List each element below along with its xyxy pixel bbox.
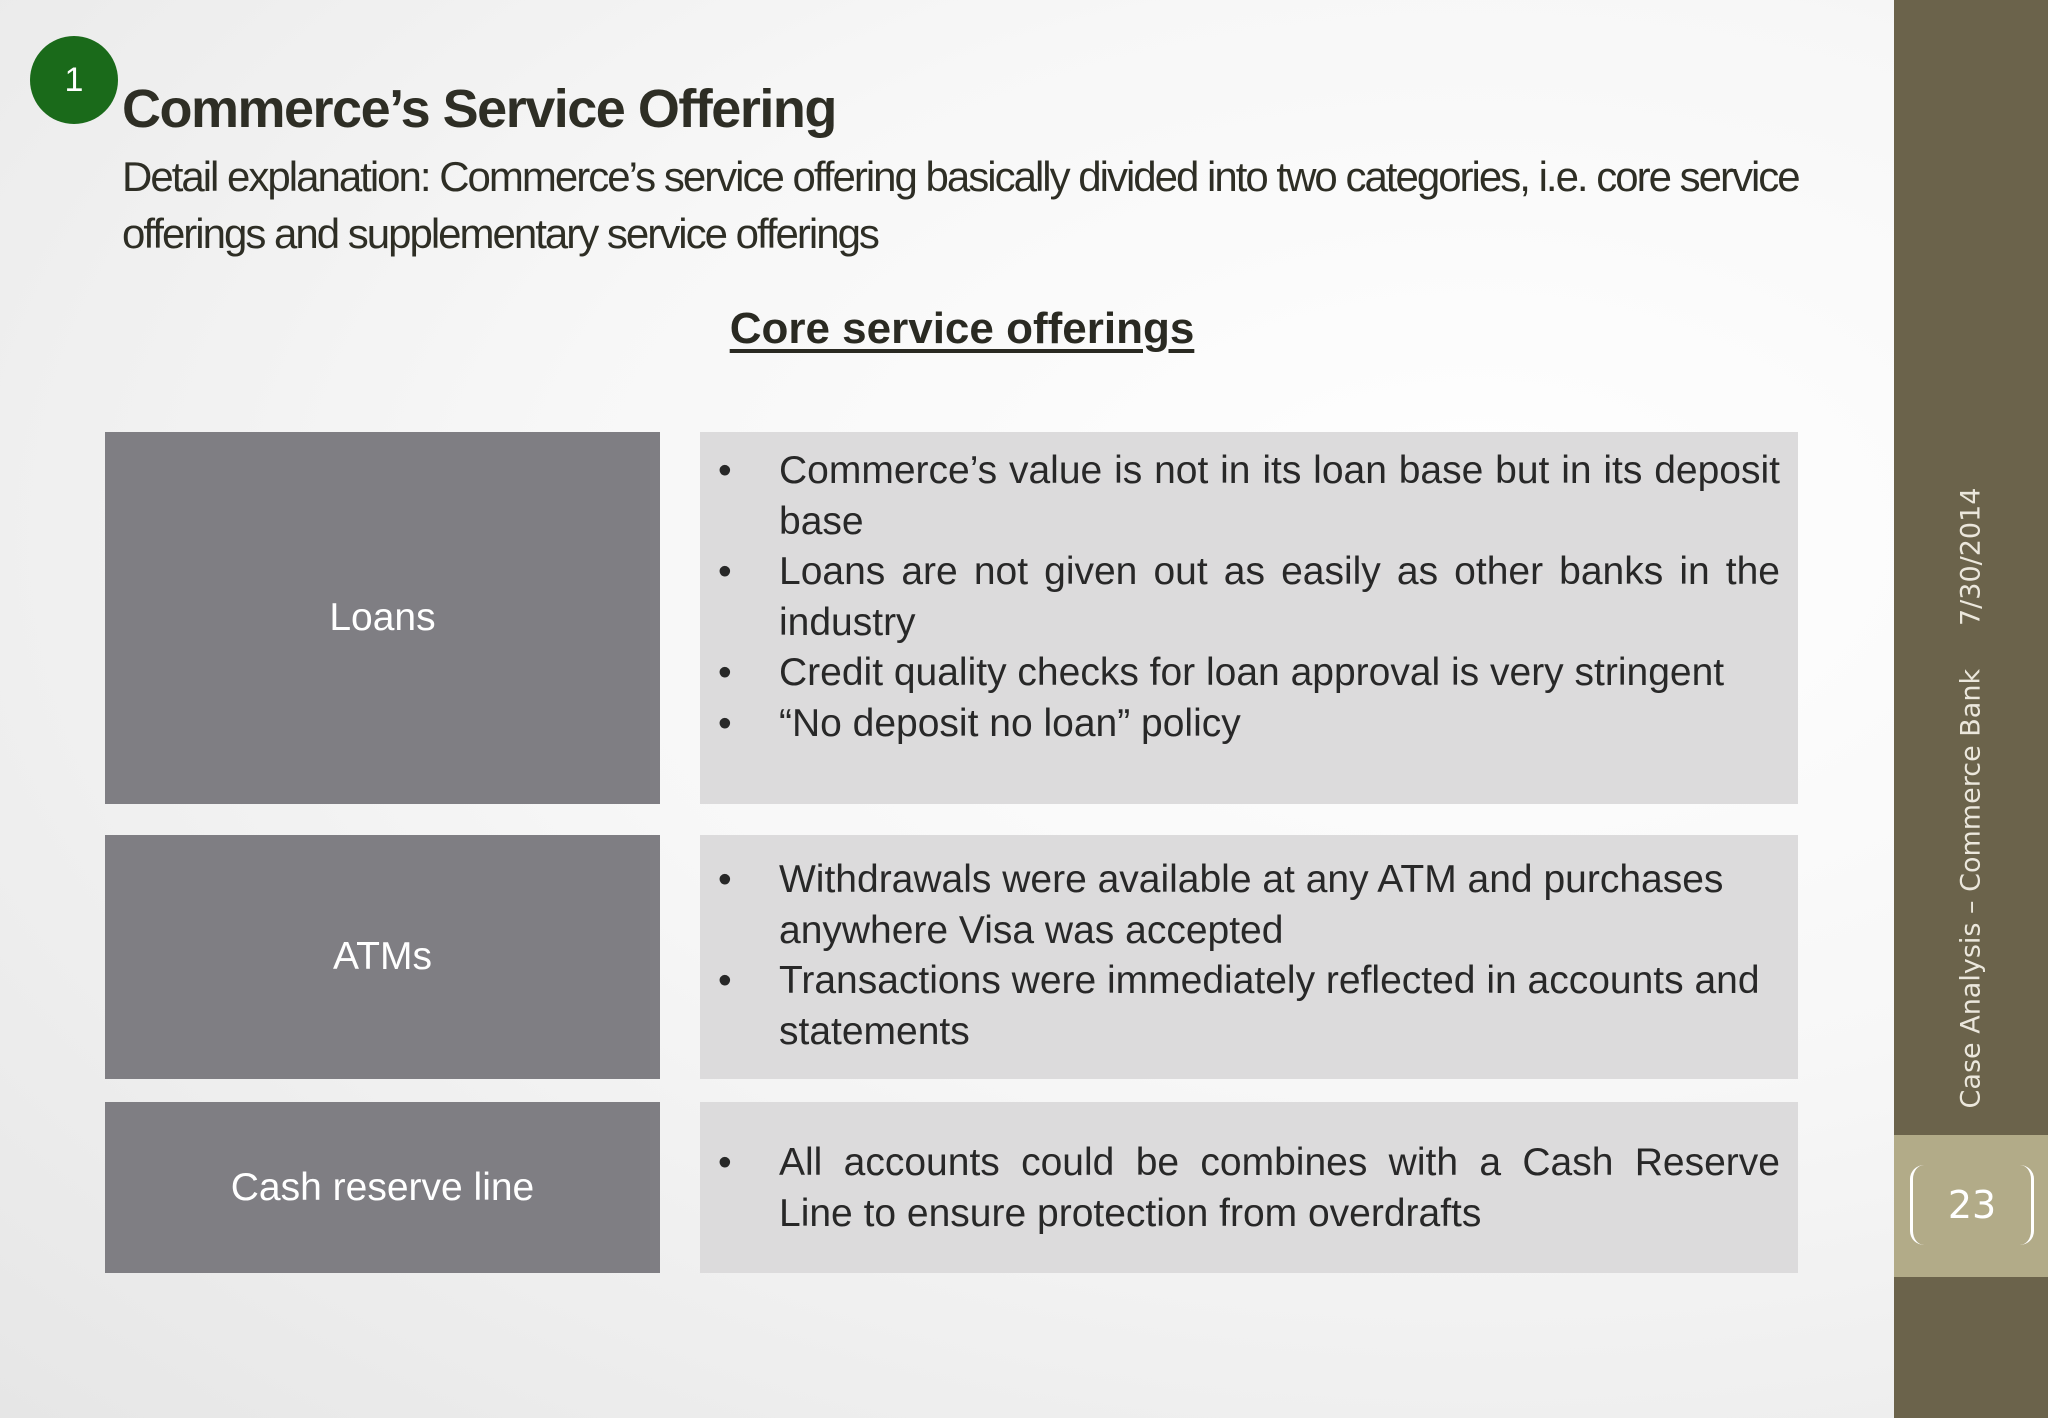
bullet-item: • “No deposit no loan” policy	[718, 699, 1780, 750]
offering-details-loans	[700, 432, 1798, 804]
offering-label-cash-reserve-line: Cash reserve line	[105, 1102, 660, 1273]
slide-title: Commerce’s Service Offering	[122, 79, 836, 139]
offering-row-atms	[105, 835, 1798, 1079]
slide-sidebar	[1894, 0, 2048, 1418]
slide-number-badge: 1	[30, 36, 118, 124]
bullet-item: • Commerce’s value is not in its loan base but in its deposit base	[718, 446, 1780, 547]
offering-label-atms: ATMs	[105, 835, 660, 1079]
bullet-item: • Withdrawals were available at any ATM and purchases anywhere Visa was accepted	[718, 855, 1780, 956]
bullet-item: • Credit quality checks for loan approval is very stringent	[718, 648, 1780, 699]
offering-details-cash-reserve-line	[700, 1102, 1798, 1273]
bullet-item: • Transactions were immediately reflected in accounts and statements	[718, 956, 1780, 1057]
bullet-item: • All accounts could be combines with a Cash Reserve Line to ensure protection from overdrafts	[718, 1138, 1780, 1239]
section-heading: Core service offerings	[729, 304, 1195, 353]
page-number-block	[1894, 1135, 2048, 1277]
offering-row-cash-reserve-line	[105, 1102, 1798, 1273]
offering-details-atms	[700, 835, 1798, 1079]
offering-row-loans	[105, 432, 1798, 804]
page-number: 23	[1947, 1183, 1997, 1227]
bullet-item: • Loans are not given out as easily as other banks in the industry	[718, 547, 1780, 648]
footer-text: Case Analysis – Commerce Bank 7/30/2014	[1955, 487, 1987, 1109]
slide-subtitle: Detail explanation: Commerce’s service offering basically divided into two categories, i.e. core service offerings and supplementary service offerings	[122, 153, 1799, 257]
offering-label-loans: Loans	[105, 432, 660, 804]
